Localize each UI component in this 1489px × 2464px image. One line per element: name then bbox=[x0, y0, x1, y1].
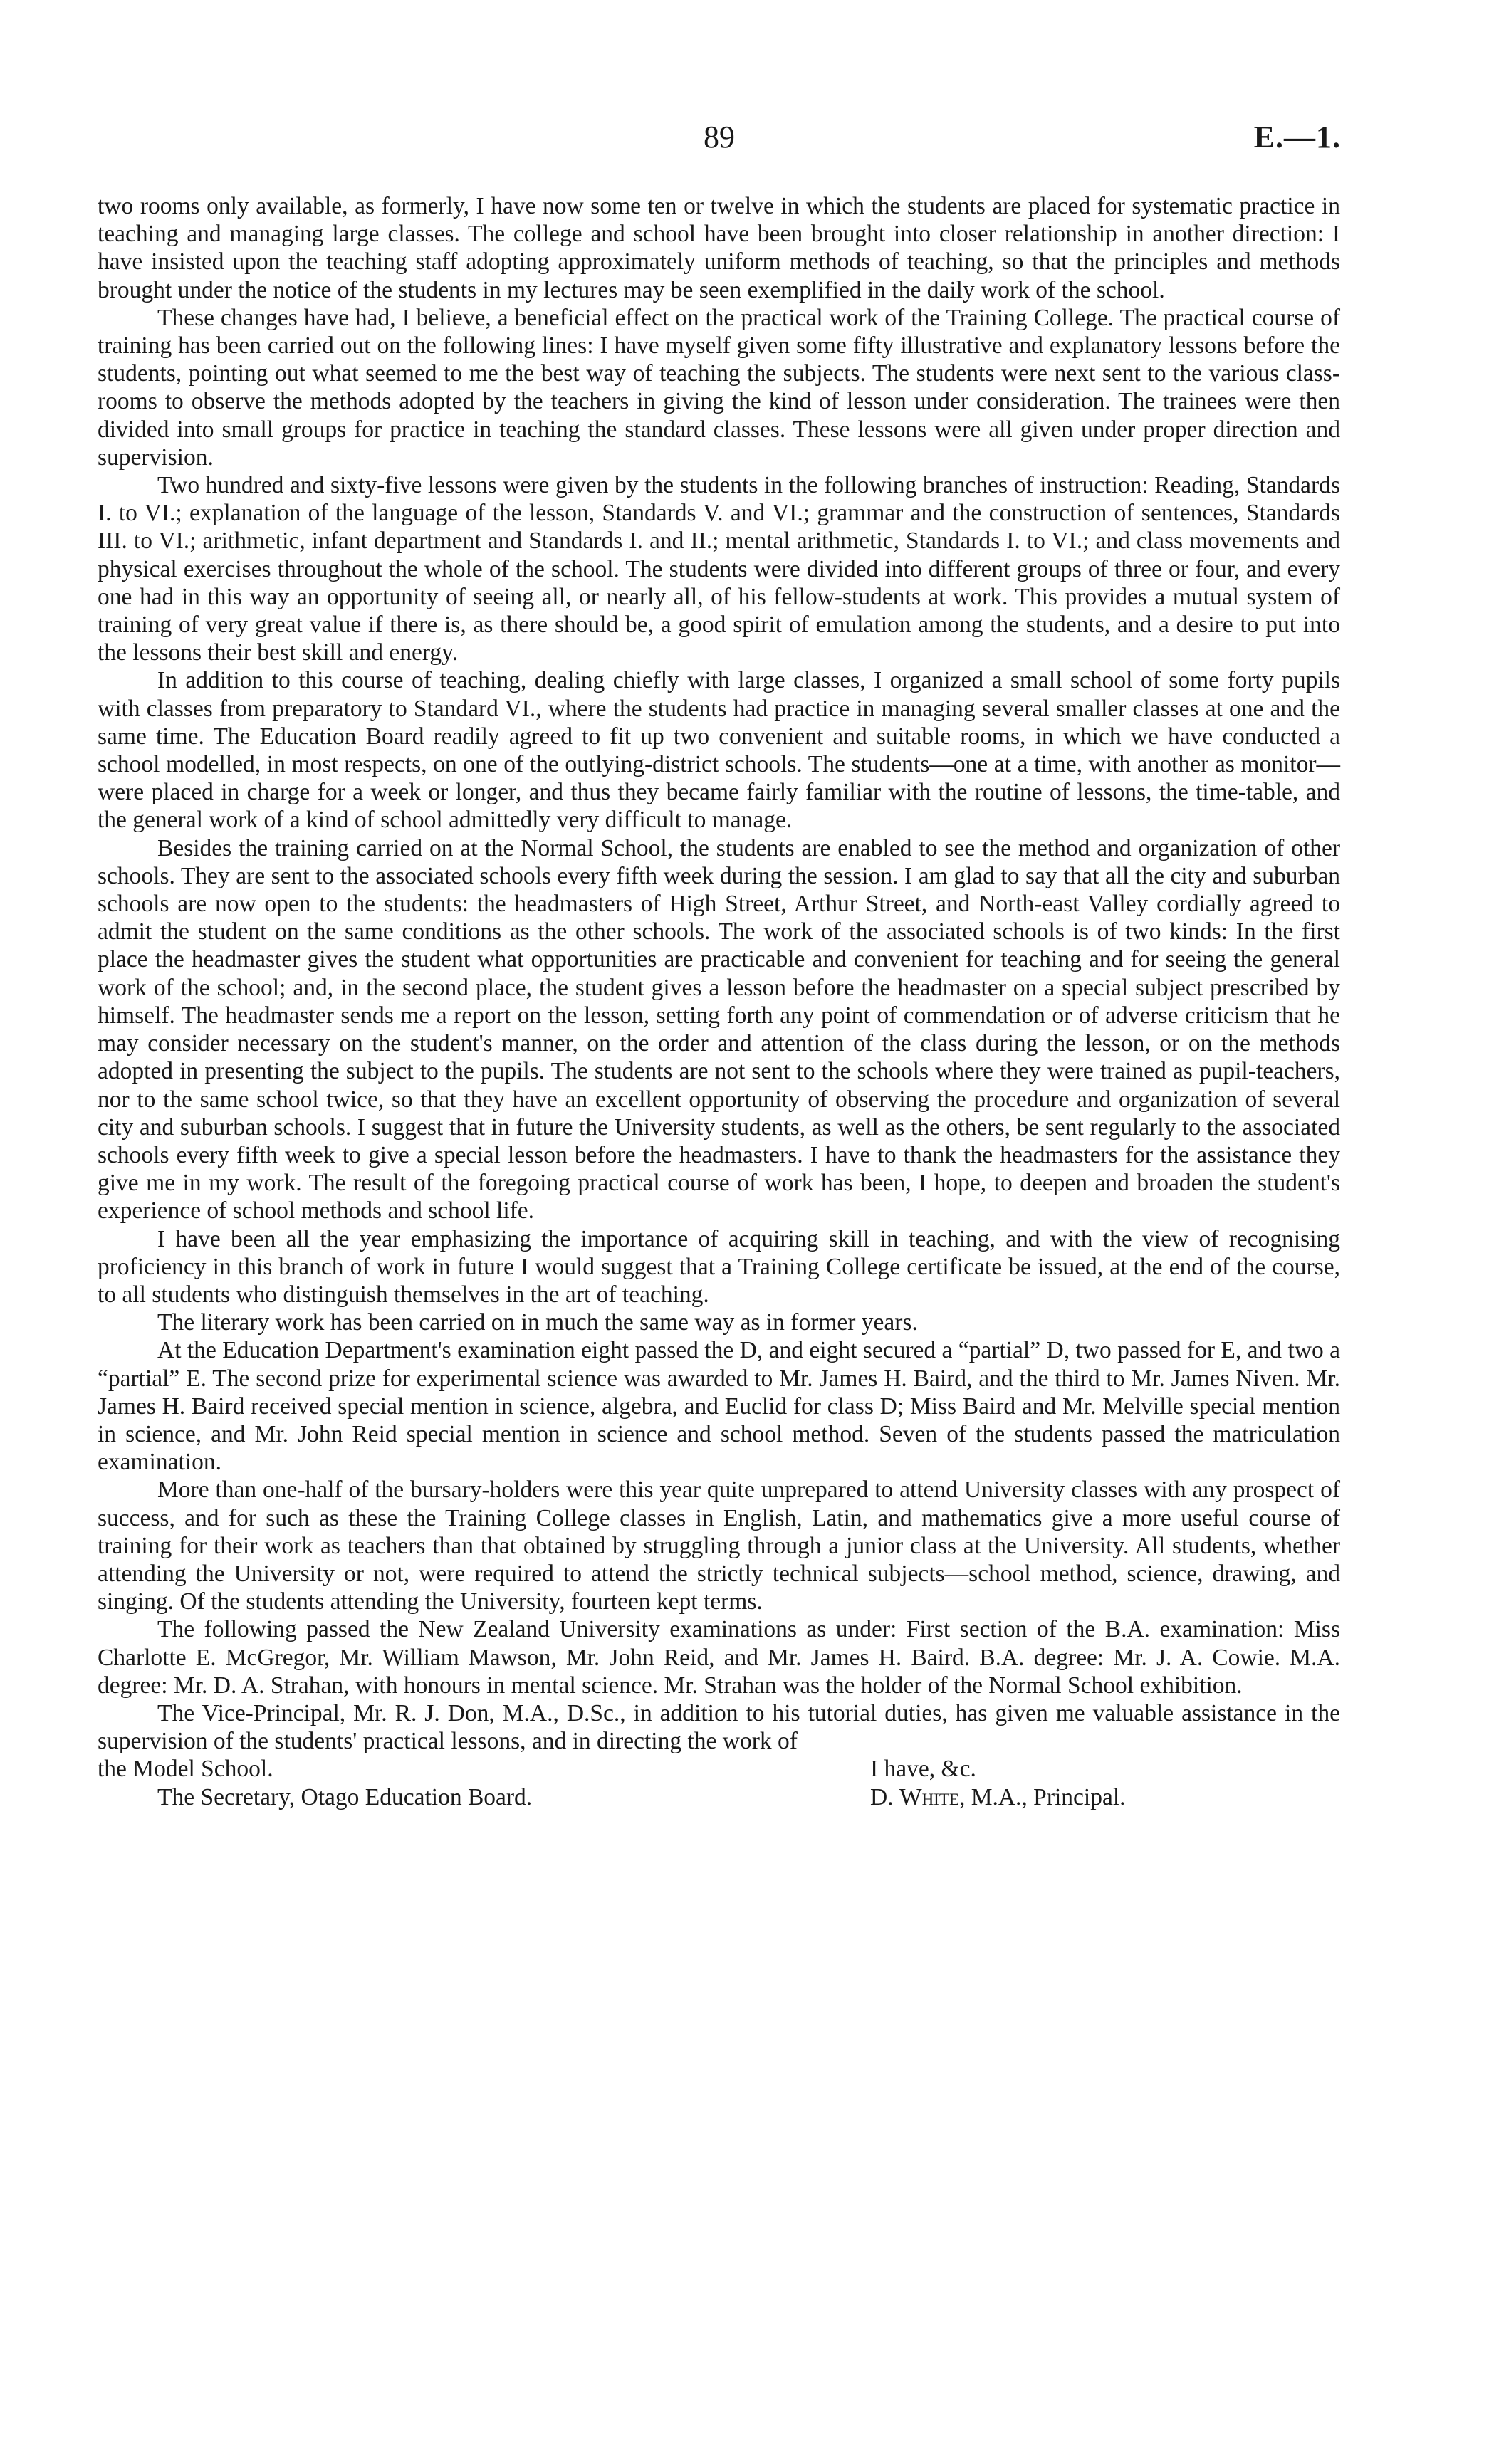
paragraph: At the Education Department's examination eight passed the D, and eight secured a “partial” D, two passed for E, and two a “partial” E. The second prize for experimental science was awarded to Mr. James H. Baird, and the third to Mr. James Niven. Mr. James H. Baird received special mention in science, algebra, and Euclid for class D; Miss Baird and Mr. Melville special mention in science, and Mr. John Reid special mention in science and school method. Seven of the students passed the matriculation examination. bbox=[98, 1337, 1340, 1476]
paragraph: Two hundred and sixty-five lessons were given by the students in the following branches of instruction: Reading, Standards I. to VI.; explanation of the language of the lesson, Standards V. and VI.; grammar and the construction of sentences, Standards III. to VI.; arithmetic, infant department and Standards I. and II.; mental arithmetic, Standards I. to VI.; and class movements and physical exercises throughout the whole of the school. The students were divided into different groups of three or four, and every one had in this way an opportunity of seeing all, or nearly all, of his fellow-students at work. This provides a mutual system of training of very great value if there is, as there should be, a good spirit of emulation among the students, and a desire to put into the lessons their best skill and energy. bbox=[98, 472, 1340, 666]
report-body bbox=[98, 192, 1340, 1811]
section-code: E.—1. bbox=[1253, 120, 1341, 154]
signatory-name: White bbox=[899, 1783, 959, 1810]
paragraph: These changes have had, I believe, a beneficial effect on the practical work of the Training College. The practical course of training has been carried out on the following lines: I have myself given some fifty illustrative and explanatory lessons before the students, pointing out what seemed to me the best way of teaching the subjects. The students were next sent to the various class-rooms to observe the methods adopted by the teachers in giving the kind of lesson under consideration. The trainees were then divided into small groups for practice in teaching the standard classes. These lessons were all given under proper direction and supervision. bbox=[98, 304, 1340, 471]
signatory-initial: D. bbox=[870, 1783, 899, 1810]
addressee: The Secretary, Otago Education Board. bbox=[157, 1783, 533, 1810]
paragraph: More than one-half of the bursary-holders were this year quite unprepared to attend University classes with any prospect of success, and for such as these the Training College classes in English, Latin, and mathematics give a more useful course of training for their work as teachers than that obtained by struggling through a junior class at the University. All students, whether attending the University or not, were required to attend the strictly technical subjects—school method, science, drawing, and singing. Of the students attending the University, fourteen kept terms. bbox=[98, 1477, 1340, 1615]
closing-last-line: the Model School. bbox=[98, 1756, 273, 1783]
closing-line bbox=[98, 1755, 1340, 1783]
signatory-title: , M.A., Principal. bbox=[958, 1783, 1126, 1810]
paragraph: The Vice-Principal, Mr. R. J. Don, M.A., D.Sc., in addition to his tutorial duties, has given me valuable assistance in the supervision of the students' practical lessons, and in directing the work of bbox=[98, 1699, 1340, 1755]
paragraph: The following passed the New Zealand University examinations as under: First section of the B.A. examination: Miss Charlotte E. McGregor, Mr. William Mawson, Mr. John Reid, and Mr. James H. Baird. B.A. degree: Mr. J. A. Cowie. M.A. degree: Mr. D. A. Strahan, with honours in mental science. Mr. Strahan was the holder of the Normal School exhibition. bbox=[98, 1616, 1340, 1699]
signatory bbox=[810, 1783, 1340, 1811]
paragraph: The literary work has been carried on in much the same way as in former years. bbox=[157, 1309, 918, 1336]
salutation: I have, &c. bbox=[870, 1756, 976, 1783]
paragraph: In addition to this course of teaching, dealing chiefly with large classes, I organized a small school of some forty pupils with classes from preparatory to Standard VI., where the students had practice in managing several smaller classes at one and the same time. The Education Board readily agreed to fit up two convenient and suitable rooms, in which we have conducted a school modelled, in most respects, on one of the outlying-district schools. The students—one at a time, with another as monitor—were placed in charge for a week or longer, and thus they became fairly familiar with the routine of lessons, the time-table, and the general work of a kind of school admittedly very difficult to manage. bbox=[98, 667, 1340, 834]
paragraph: I have been all the year emphasizing the importance of acquiring skill in teaching, and with the view of recognising proficiency in this branch of work in future I would suggest that a Training College certificate be issued, at the end of the course, to all students who distinguish themselves in the art of teaching. bbox=[98, 1225, 1340, 1308]
paragraph: two rooms only available, as formerly, I have now some ten or twelve in which the students are placed for systematic practice in teaching and managing large classes. The college and school have been brought into closer relationship in another direction: I have insisted upon the teaching staff adopting approximately uniform methods of teaching, so that the principles and methods brought under the notice of the students in my lectures may be seen exemplified in the daily work of the school. bbox=[98, 193, 1340, 303]
page-number: 89 bbox=[704, 120, 735, 154]
paragraph: Besides the training carried on at the Normal School, the students are enabled to see the method and organization of other schools. They are sent to the associated schools every fifth week during the session. I am glad to say that all the city and suburban schools are now open to the students: the headmasters of High Street, Arthur Street, and North-east Valley cordially agreed to admit the student on the same conditions as the other schools. The work of the associated schools is of two kinds: In the first place the headmaster gives the student what opportunities are practicable and convenient for teaching and for seeing the general work of the school; and, in the second place, the student gives a lesson before the headmaster on a special subject prescribed by himself. The headmaster sends me a report on the lesson, setting forth any point of commendation or of adverse criticism that he may consider necessary on the student's manner, on the order and attention of the class during the lesson, or on the methods adopted in presenting the subject to the pupils. The students are not sent to the schools where they were trained as pupil-teachers, nor to the same school twice, so that they have an excellent opportunity of observing the procedure and organization of several city and suburban schools. I suggest that in future the University students, as well as the others, be sent regularly to the associated schools every fifth week to give a special lesson before the headmasters. I have to thank the headmasters for the assistance they give me in my work. The result of the foregoing practical course of work has been, I hope, to deepen and broaden the student's experience of school methods and school life. bbox=[98, 834, 1340, 1225]
signature-block bbox=[98, 1783, 1340, 1811]
